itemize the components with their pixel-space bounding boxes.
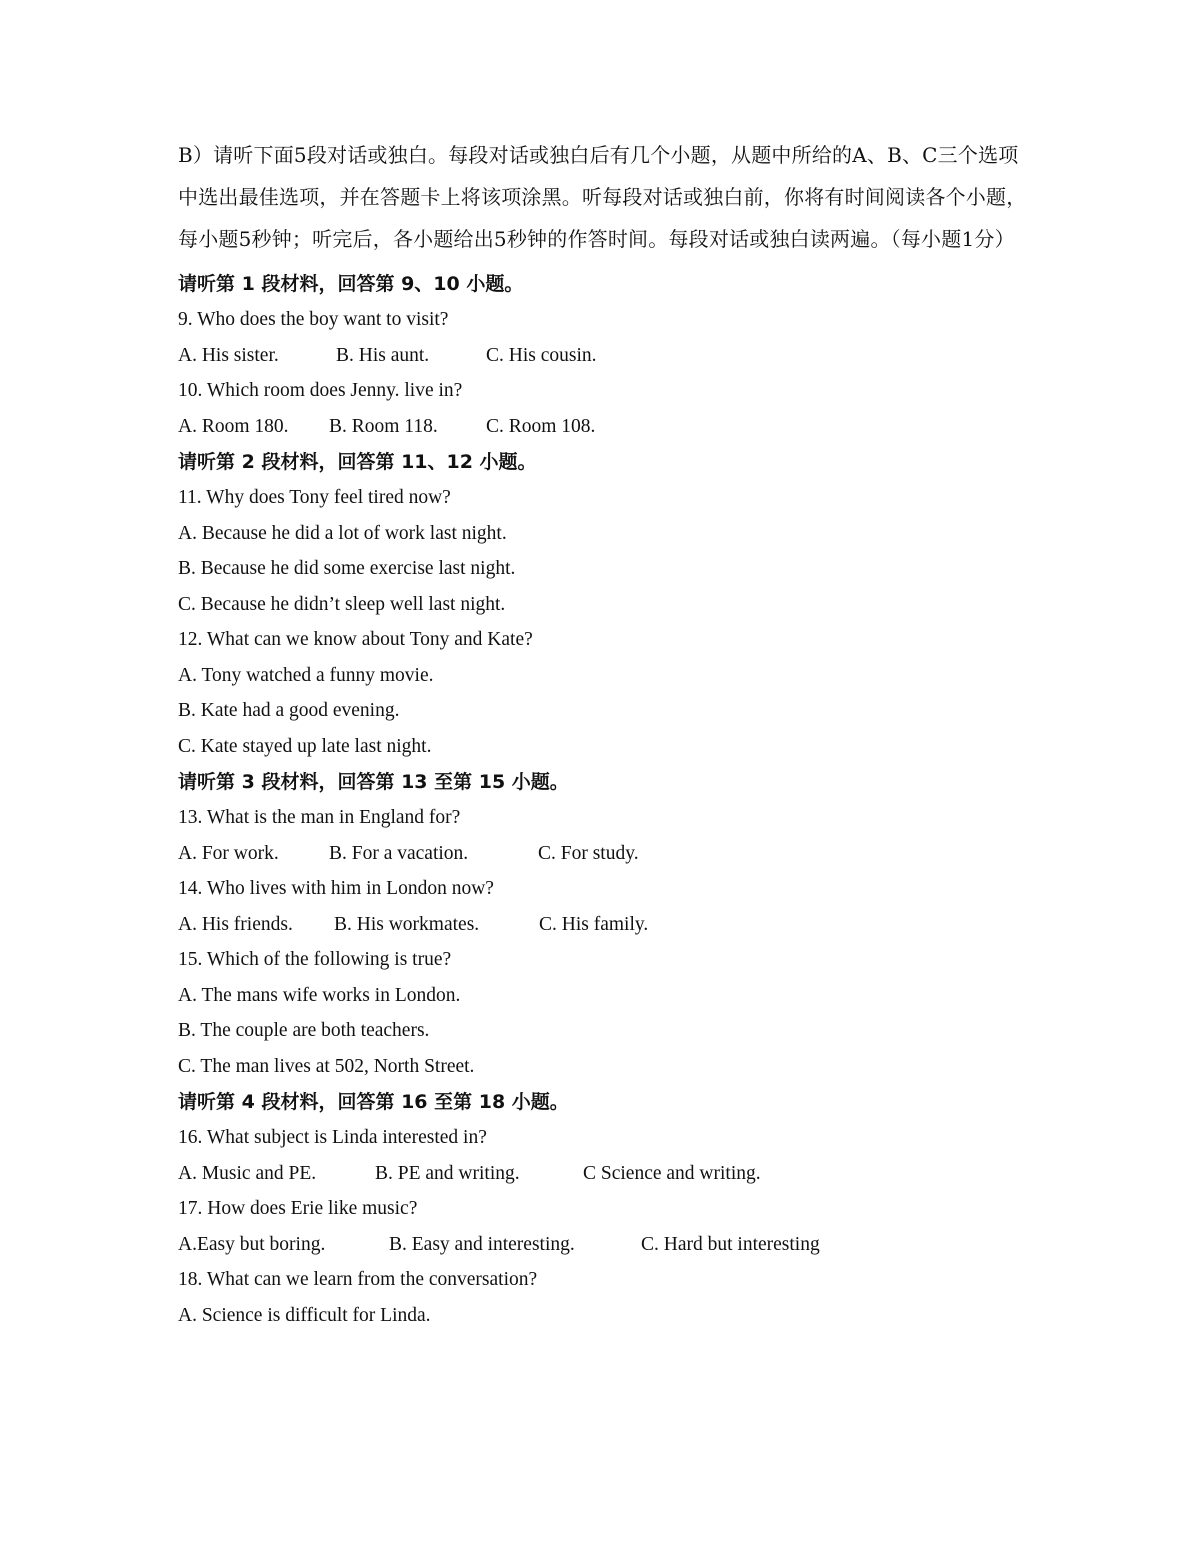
section-heading-2: 请听第 2 段材料，回答第 11、12 小题。 bbox=[178, 451, 537, 473]
option-a[interactable]: A. Because he did a lot of work last night. bbox=[178, 522, 507, 544]
question-9-options bbox=[178, 338, 1028, 374]
question-17: 17. How does Erie like music? bbox=[178, 1198, 418, 1219]
question-15: 15. Which of the following is true? bbox=[178, 949, 452, 970]
option-b[interactable]: B. The couple are both teachers. bbox=[178, 1020, 430, 1041]
option-c[interactable]: C. His cousin. bbox=[486, 344, 597, 366]
option-c[interactable]: C. The man lives at 502, North Street. bbox=[178, 1055, 475, 1077]
question-16-options bbox=[178, 1156, 1028, 1192]
option-b[interactable]: B. Kate had a good evening. bbox=[178, 700, 400, 721]
option-b[interactable]: B. His workmates. bbox=[334, 913, 480, 935]
section-heading-4: 请听第 4 段材料，回答第 16 至第 18 小题。 bbox=[178, 1091, 569, 1113]
section-heading-3: 请听第 3 段材料，回答第 13 至第 15 小题。 bbox=[178, 771, 569, 793]
option-a[interactable]: A. Room 180. bbox=[178, 415, 289, 437]
option-a[interactable]: A. The mans wife works in London. bbox=[178, 984, 461, 1006]
option-b[interactable]: B. PE and writing. bbox=[375, 1162, 520, 1184]
listening-instructions: B）请听下面5段对话或独白。每段对话或独白后有几个小题，从题中所给的A、B、C三个选项中选出最佳选项，并在答题卡上将该项涂黑。听每段对话或独白前，你将有时间阅读各个小题，每小题5秒钟；听完后，各小题给出5秒钟的作答时间。每段对话或独白读两遍。（每小题1分） bbox=[178, 143, 1027, 251]
option-b[interactable]: B. Room 118. bbox=[329, 415, 438, 437]
question-16: 16. What subject is Linda interested in? bbox=[178, 1127, 487, 1148]
option-b[interactable]: B. Easy and interesting. bbox=[389, 1233, 575, 1255]
question-14: 14. Who lives with him in London now? bbox=[178, 878, 494, 899]
option-b[interactable]: B. Because he did some exercise last night. bbox=[178, 558, 516, 579]
question-12: 12. What can we know about Tony and Kate? bbox=[178, 629, 533, 650]
question-10: 10. Which room does Jenny. live in? bbox=[178, 380, 463, 401]
option-a[interactable]: A.Easy but boring. bbox=[178, 1233, 326, 1255]
option-c[interactable]: C Science and writing. bbox=[583, 1162, 761, 1184]
option-a[interactable]: A. His sister. bbox=[178, 344, 279, 366]
page-content bbox=[178, 134, 1028, 1333]
question-14-options bbox=[178, 907, 1028, 943]
question-9: 9. Who does the boy want to visit? bbox=[178, 309, 449, 330]
section-heading-1: 请听第 1 段材料，回答第 9、10 小题。 bbox=[178, 273, 524, 295]
option-c[interactable]: C. Kate stayed up late last night. bbox=[178, 735, 432, 757]
question-11: 11. Why does Tony feel tired now? bbox=[178, 487, 451, 508]
option-a[interactable]: A. His friends. bbox=[178, 913, 293, 935]
option-a[interactable]: A. Music and PE. bbox=[178, 1162, 317, 1184]
option-c[interactable]: C. For study. bbox=[538, 842, 639, 864]
option-a[interactable]: A. Tony watched a funny movie. bbox=[178, 664, 434, 686]
question-13-options bbox=[178, 836, 1028, 872]
question-10-options bbox=[178, 409, 1028, 445]
option-b[interactable]: B. For a vacation. bbox=[329, 842, 469, 864]
option-c[interactable]: C. Because he didn’t sleep well last night. bbox=[178, 593, 506, 615]
question-13: 13. What is the man in England for? bbox=[178, 807, 461, 828]
option-a[interactable]: A. For work. bbox=[178, 842, 279, 864]
option-c[interactable]: C. Room 108. bbox=[486, 415, 596, 437]
question-17-options bbox=[178, 1227, 1028, 1263]
option-b[interactable]: B. His aunt. bbox=[336, 344, 430, 366]
option-c[interactable]: C. Hard but interesting bbox=[641, 1233, 820, 1255]
option-c[interactable]: C. His family. bbox=[539, 913, 649, 935]
option-a[interactable]: A. Science is difficult for Linda. bbox=[178, 1304, 431, 1326]
question-18: 18. What can we learn from the conversation? bbox=[178, 1269, 538, 1290]
